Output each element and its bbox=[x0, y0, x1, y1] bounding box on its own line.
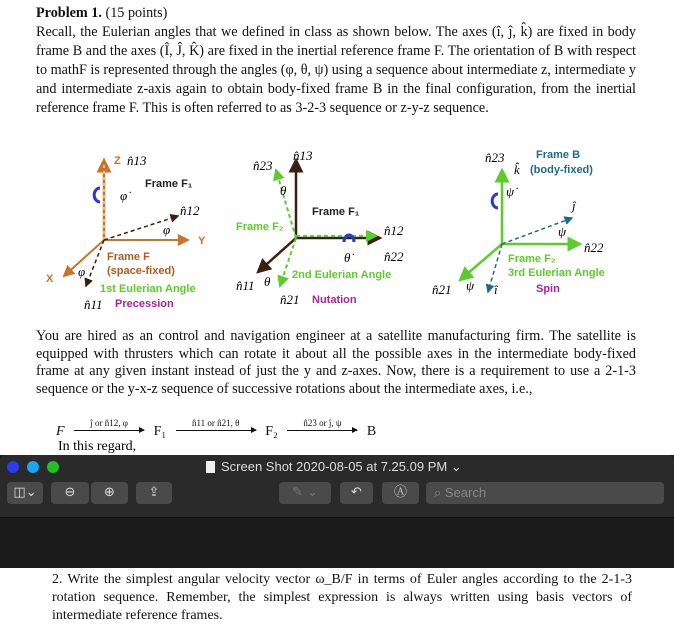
search-icon: ⌕ bbox=[434, 485, 445, 500]
label-n13: n̂13 bbox=[127, 153, 147, 168]
label-frame-f2: Frame F₂ bbox=[508, 253, 556, 265]
z-axis-label: Z bbox=[114, 155, 121, 167]
diagram-spin bbox=[432, 149, 605, 297]
label-spin: Spin bbox=[536, 283, 560, 295]
maximize-button[interactable] bbox=[47, 461, 59, 473]
eq-arrow-2 bbox=[176, 418, 256, 431]
label-third-angle: 3rd Eulerian Angle bbox=[508, 267, 605, 279]
eq-arrow-2-label: n̂11 or n̂21, θ bbox=[191, 418, 240, 428]
eq-frame-b: B bbox=[366, 424, 377, 439]
label-frame-f: Frame F bbox=[107, 251, 150, 263]
y-axis-label: Y bbox=[198, 235, 206, 247]
label-k-hat: k̂ bbox=[514, 162, 520, 177]
problem-text bbox=[36, 4, 636, 118]
markup-pen-button[interactable] bbox=[279, 482, 331, 504]
in-this-regard: In this regard, bbox=[58, 439, 137, 454]
label-i-hat: î bbox=[494, 282, 498, 297]
label-frame-f1: Frame F₁ bbox=[312, 206, 360, 218]
label-psi-2: ψ bbox=[466, 278, 475, 293]
label-n22: n̂22 bbox=[584, 240, 604, 255]
label-frame-f1: Frame F₁ bbox=[145, 178, 193, 190]
label-space-fixed: (space-fixed) bbox=[107, 265, 175, 277]
label-psi: ψ bbox=[558, 224, 567, 239]
label-nutation: Nutation bbox=[312, 294, 357, 306]
problem-intro: Recall, the Eulerian angles that we defined in class as shown below. The axes (î, ĵ, k̂) are fixed in body frame B and the axes (Î, Ĵ, K̂) are fixed in the inertial reference frame F. The orientation of B with respect to mathF is represented through the angles (φ, θ, ψ) using a sequence about intermediate z, intermediate y and intermediate z-axis again to obtain body-fixed frame B in the final configuration, from the inertial reference frame F. This is often referred to as 3-2-3 sequence or z-y-z sequence. bbox=[36, 24, 636, 116]
toolbar bbox=[0, 455, 674, 518]
label-n13: n̂13 bbox=[293, 148, 313, 163]
markup-button[interactable] bbox=[382, 482, 419, 504]
label-psidot: ψ̇ bbox=[506, 184, 515, 199]
label-n11: n̂11 bbox=[236, 278, 255, 293]
eq-arrow-1 bbox=[74, 418, 144, 431]
x-axis-label: X bbox=[46, 273, 54, 285]
label-n21: n̂21 bbox=[280, 292, 300, 307]
rotate-icon: ↶ bbox=[351, 485, 362, 500]
label-first-angle: 1st Eulerian Angle bbox=[100, 283, 196, 295]
paragraph-2: You are hired as an control and navigation engineer at a satellite manufacturing firm. The satellite is equipped with thrusters which can rotate it about all the possible axes in the intermediate body-fixed frame at any given instant instead of just the y and z-axes. Now, there is a requirement to use a 2-1-3 sequence or the y-x-z sequence of successive rotations about the intermediate axes, i.e., bbox=[36, 328, 636, 397]
label-n22: n̂22 bbox=[384, 249, 404, 264]
label-j-hat: ĵ bbox=[572, 198, 576, 213]
share-button[interactable] bbox=[136, 482, 172, 504]
label-n12: n̂12 bbox=[384, 223, 404, 238]
zoom-in-icon: ⊕ bbox=[104, 485, 115, 500]
document-icon bbox=[206, 461, 215, 473]
problem-heading: Problem 1. bbox=[36, 5, 102, 21]
question-2: 2. Write the simplest angular velocity vector ω_B/F in terms of Euler angles according to the 2-1-3 rotation sequence. Remember, the simplest expression is always written using basis vectors of intermediate reference frames. bbox=[52, 572, 632, 623]
label-phi: φ bbox=[163, 222, 171, 237]
minimize-button[interactable] bbox=[27, 461, 39, 473]
zoom-in-button[interactable] bbox=[91, 482, 128, 504]
zoom-out-icon: ⊖ bbox=[64, 485, 76, 500]
pen-icon: ✎ ⌄ bbox=[292, 485, 318, 500]
eq-arrow-1-label: ĵ or n̂12, φ bbox=[90, 418, 128, 428]
label-precession: Precession bbox=[115, 298, 174, 310]
rotate-button[interactable] bbox=[340, 482, 373, 504]
eq-frame-f2: F₂ bbox=[265, 424, 278, 439]
zoom-out-button[interactable] bbox=[51, 482, 89, 504]
eq-arrow-3-label: n̂23 or ĵ, ψ bbox=[303, 418, 342, 428]
label-frame-f2: Frame F₂ bbox=[236, 221, 284, 233]
window-title[interactable] bbox=[206, 459, 462, 475]
eq-arrow-3 bbox=[287, 418, 357, 431]
label-phidot: φ̇ bbox=[120, 188, 128, 203]
eq-frame-f: F bbox=[56, 424, 65, 439]
label-body-fixed: (body-fixed) bbox=[530, 164, 593, 176]
label-n11: n̂11 bbox=[84, 297, 103, 312]
search-placeholder: Search bbox=[444, 485, 487, 500]
window-title-text: Screen Shot 2020-08-05 at 7.25.09 PM ⌄ bbox=[221, 459, 462, 474]
label-theta-2: θ bbox=[264, 274, 271, 289]
label-thetadot: θ̇ bbox=[344, 250, 351, 265]
label-frame-b: Frame B bbox=[536, 149, 581, 161]
problem-points: (15 points) bbox=[105, 5, 168, 21]
sidebar-icon: ◫⌄ bbox=[13, 485, 37, 500]
search-input[interactable] bbox=[426, 482, 664, 504]
label-phi-2: φ bbox=[78, 264, 86, 279]
euler-angle-diagram bbox=[0, 140, 674, 320]
label-n12: n̂12 bbox=[180, 203, 200, 218]
markup-icon: Ⓐ bbox=[393, 485, 407, 500]
label-n23: n̂23 bbox=[253, 158, 273, 173]
rotation-sequence-equation bbox=[56, 418, 377, 440]
close-button[interactable] bbox=[7, 461, 19, 473]
diagram-nutation bbox=[236, 148, 404, 307]
sidebar-toggle-button[interactable] bbox=[7, 482, 43, 504]
label-n21: n̂21 bbox=[432, 282, 452, 297]
label-second-angle: 2nd Eulerian Angle bbox=[292, 269, 392, 281]
label-n23: n̂23 bbox=[485, 150, 505, 165]
share-icon: ⇪ bbox=[148, 485, 160, 500]
label-theta: θ bbox=[280, 183, 287, 198]
eq-frame-f1: F₁ bbox=[153, 424, 167, 439]
preview-window bbox=[0, 455, 674, 568]
diagram-precession bbox=[46, 153, 206, 312]
